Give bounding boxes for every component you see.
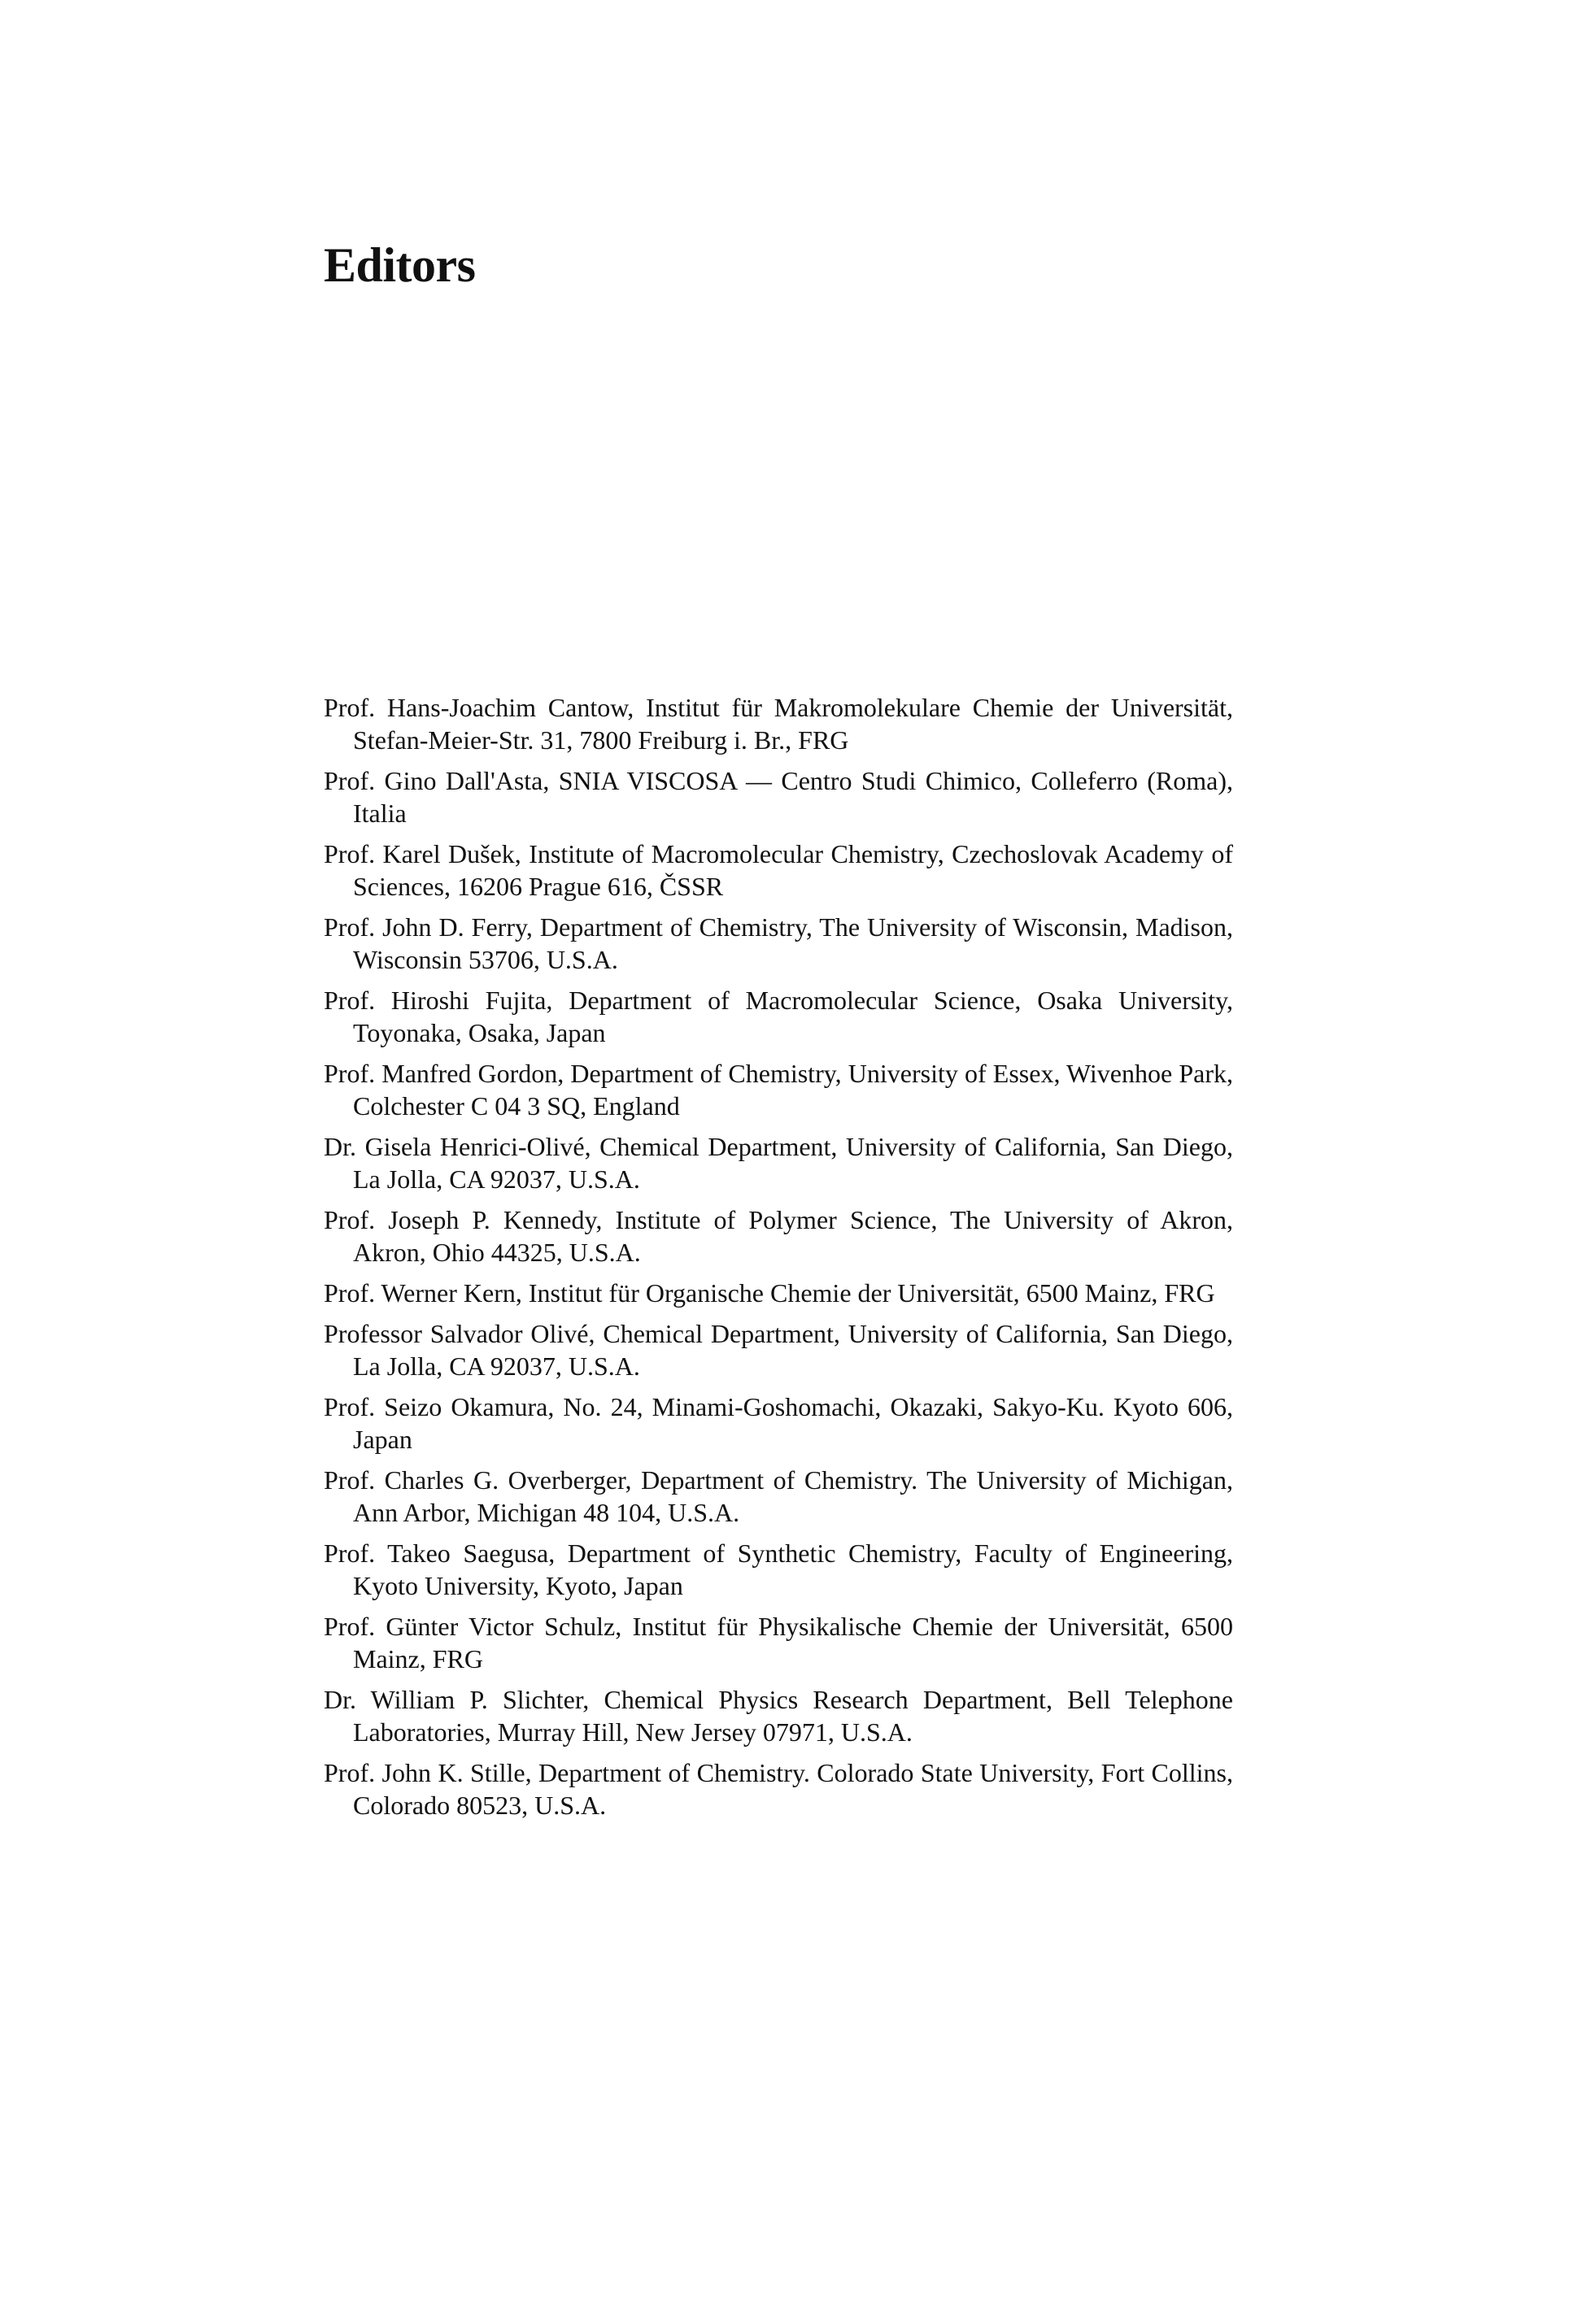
editor-entry: Prof. Hiroshi Fujita, Department of Macromolecular Science, Osaka University, Toyonaka, Osaka, Japan	[324, 986, 1233, 1047]
page-title: Editors	[324, 238, 476, 292]
editor-entry: Dr. William P. Slichter, Chemical Physics Research Department, Bell Telephone Laboratories, Murray Hill, New Jersey 07971, U.S.A.	[324, 1685, 1233, 1747]
editor-entry: Prof. John D. Ferry, Department of Chemistry, The University of Wisconsin, Madison, Wisconsin 53706, U.S.A.	[324, 912, 1233, 974]
editor-entry: Prof. Günter Victor Schulz, Institut für Physikalische Chemie der Universität, 6500 Mainz, FRG	[324, 1612, 1233, 1673]
editor-entry: Prof. Hans-Joachim Cantow, Institut für Makromolekulare Chemie der Universität, Stefan-Meier-Str. 31, 7800 Freiburg i. Br., FRG	[324, 693, 1233, 755]
editors-list	[324, 691, 1233, 1830]
editor-entry: Prof. Joseph P. Kennedy, Institute of Polymer Science, The University of Akron, Akron, Ohio 44325, U.S.A.	[324, 1205, 1233, 1267]
editor-entry: Prof. Takeo Saegusa, Department of Synthetic Chemistry, Faculty of Engineering, Kyoto University, Kyoto, Japan	[324, 1538, 1233, 1600]
editor-entry: Dr. Gisela Henrici-Olivé, Chemical Department, University of California, San Diego, La Jolla, CA 92037, U.S.A.	[324, 1132, 1233, 1194]
editor-entry: Prof. Gino Dall'Asta, SNIA VISCOSA — Centro Studi Chimico, Colleferro (Roma), Italia	[324, 766, 1233, 828]
editor-entry: Prof. Seizo Okamura, No. 24, Minami-Goshomachi, Okazaki, Sakyo-Ku. Kyoto 606, Japan	[324, 1392, 1233, 1454]
editor-entry: Prof. Charles G. Overberger, Department of Chemistry. The University of Michigan, Ann Arbor, Michigan 48 104, U.S.A.	[324, 1465, 1233, 1527]
editor-entry: Professor Salvador Olivé, Chemical Department, University of California, San Diego, La Jolla, CA 92037, U.S.A.	[324, 1319, 1233, 1381]
editor-entry: Prof. John K. Stille, Department of Chemistry. Colorado State University, Fort Collins, Colorado 80523, U.S.A.	[324, 1758, 1233, 1820]
editor-entry: Prof. Karel Dušek, Institute of Macromolecular Chemistry, Czechoslovak Academy of Sciences, 16206 Prague 616, ČSSR	[324, 839, 1233, 901]
editor-entry: Prof. Werner Kern, Institut für Organische Chemie der Universität, 6500 Mainz, FRG	[324, 1278, 1215, 1308]
editor-entry: Prof. Manfred Gordon, Department of Chemistry, University of Essex, Wivenhoe Park, Colchester C 04 3 SQ, England	[324, 1059, 1233, 1121]
